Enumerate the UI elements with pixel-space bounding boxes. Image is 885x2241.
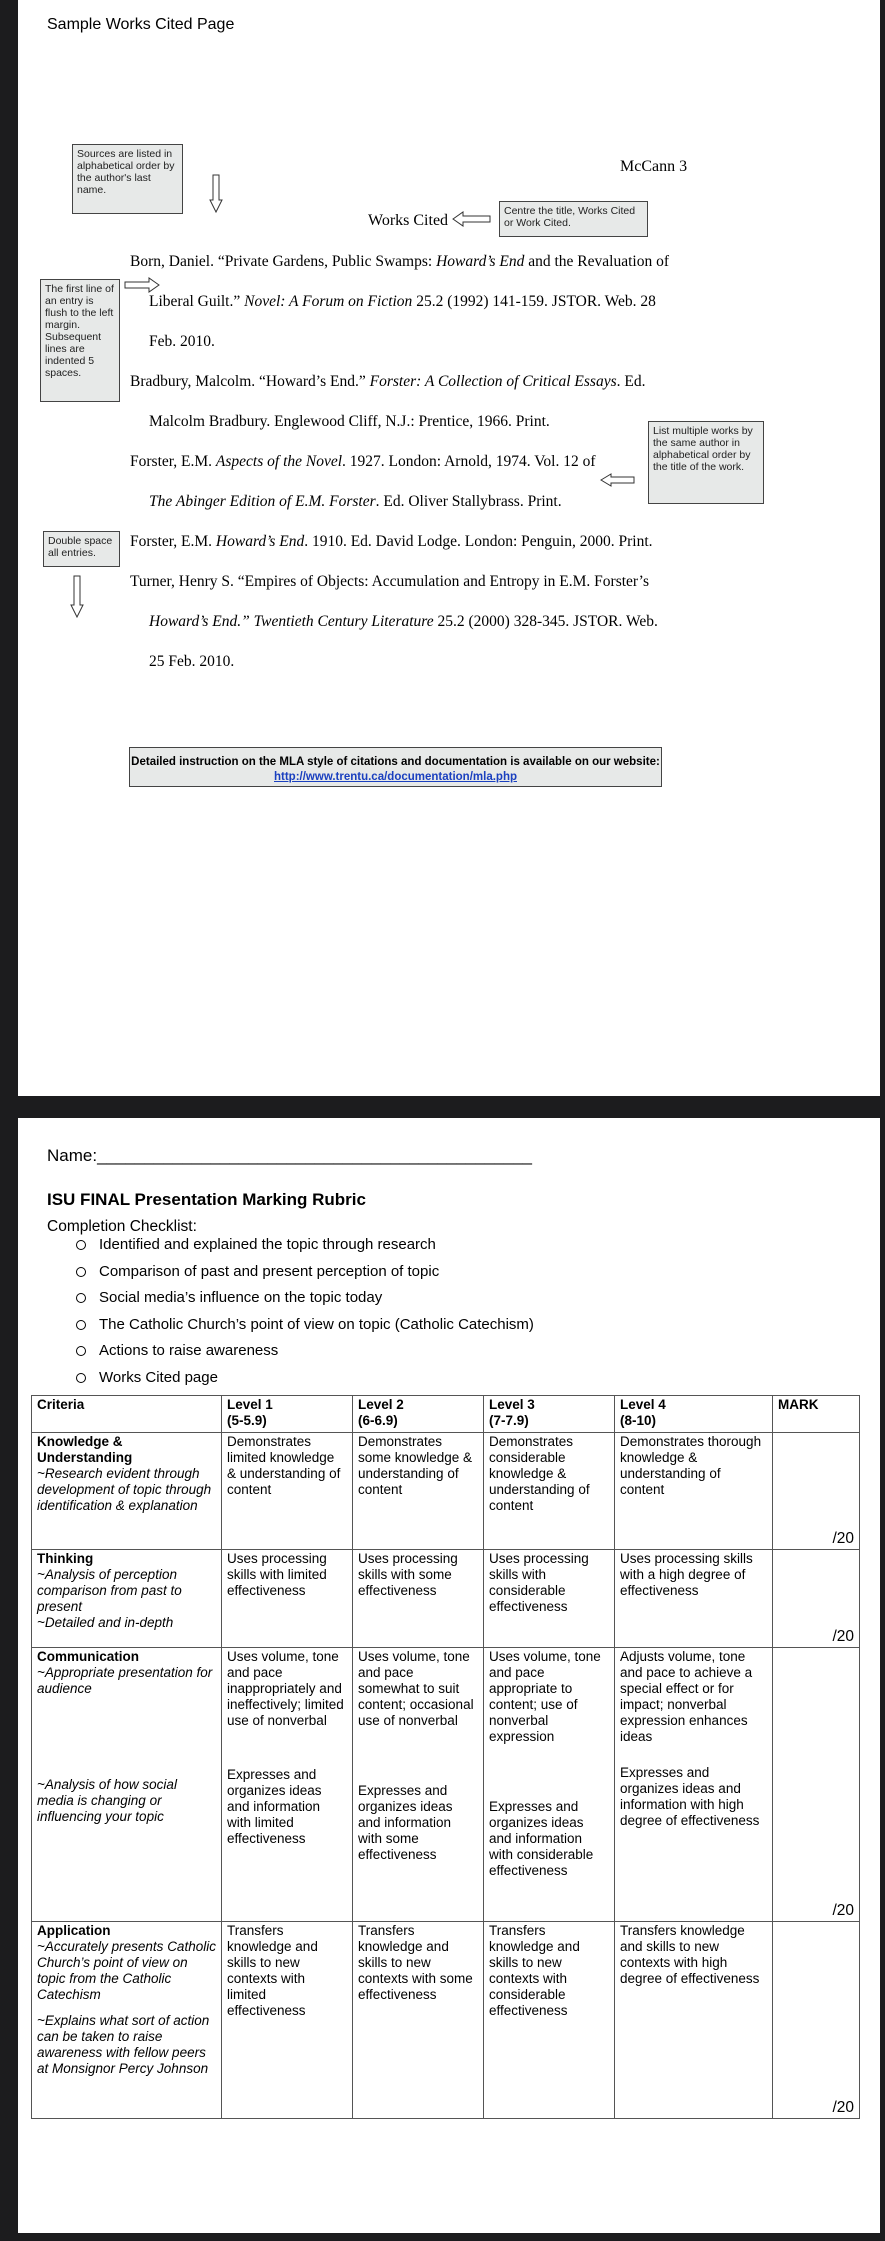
table-row [32, 1433, 860, 1550]
level-1-cell: Uses volume, tone and pace inappropriately and ineffectively; limited use of nonverbal Expresses and organizes ideas and information with limited effectiveness [222, 1648, 353, 1922]
note-double-space: Double space all entries. [43, 531, 120, 567]
down-arrow-icon [70, 575, 84, 619]
level-1-cell: Transfers knowledge and skills to new contexts with limited effectiveness [222, 1922, 353, 2119]
level-3-cell: Transfers knowledge and skills to new contexts with considerable effectiveness [484, 1922, 615, 2119]
mark-cell[interactable]: /20 [773, 1922, 860, 2119]
checklist-item: Identified and explained the topic through research [76, 1236, 534, 1263]
citation-line: Howard’s End.” Twentieth Century Literature 25.2 (2000) 328-345. JSTOR. Web. [149, 613, 658, 630]
checklist-title: Completion Checklist: [47, 1218, 197, 1235]
citation-line: Born, Daniel. “Private Gardens, Public Swamps: Howard’s End and the Revaluation of [130, 253, 669, 270]
criteria-cell: Communication ~Appropriate presentation for audience ~Analysis of how social media is changing or influencing your topic [32, 1648, 222, 1922]
level-3-cell: Uses processing skills with considerable effectiveness [484, 1550, 615, 1648]
criteria-cell: Knowledge & Understanding ~Research evident through development of topic through identification & explanation [32, 1433, 222, 1550]
level-2-cell: Transfers knowledge and skills to new contexts with some effectiveness [353, 1922, 484, 2119]
mla-instruction-box [129, 747, 662, 787]
left-arrow-icon [452, 210, 492, 230]
level-4-cell: Uses processing skills with a high degree of effectiveness [615, 1550, 773, 1648]
works-cited-sample-page [18, 0, 880, 1096]
table-header-row [32, 1396, 860, 1433]
level-4-header: Level 4 (8-10) [615, 1396, 773, 1433]
citation-line: 25 Feb. 2010. [149, 653, 235, 670]
table-row [32, 1922, 860, 2119]
criteria-cell: Application ~Accurately presents Catholic Church’s point of view on topic from the Catholic Catechism ~Explains what sort of action can be taken to raise awareness with fellow peers at Monsignor Percy Johnson [32, 1922, 222, 2119]
checkbox-circle-icon[interactable] [76, 1373, 86, 1383]
citation-line: Turner, Henry S. “Empires of Objects: Accumulation and Entropy in E.M. Forster’s [130, 573, 649, 590]
citation-line: Bradbury, Malcolm. “Howard’s End.” Forster: A Collection of Critical Essays. Ed. [130, 373, 646, 390]
citation-line: The Abinger Edition of E.M. Forster. Ed. Oliver Stallybrass. Print. [149, 493, 562, 510]
checkbox-circle-icon[interactable] [76, 1346, 86, 1356]
checklist-item: Actions to raise awareness [76, 1342, 534, 1369]
level-4-cell: Demonstrates thorough knowledge & understanding of content [615, 1433, 773, 1550]
instruction-text: Detailed instruction on the MLA style of citations and documentation is available on our website: [131, 756, 660, 768]
mark-cell[interactable]: /20 [773, 1550, 860, 1648]
rubric-title: ISU FINAL Presentation Marking Rubric [47, 1190, 366, 1209]
citation-line: Malcolm Bradbury. Englewood Cliff, N.J.: Prentice, 1966. Print. [149, 413, 550, 430]
note-alphabetical: Sources are listed in alphabetical order by the author's last name. [72, 144, 183, 214]
works-cited-heading: Works Cited [368, 212, 449, 229]
table-row [32, 1648, 860, 1922]
down-arrow-icon [209, 174, 223, 214]
level-2-header: Level 2 (6-6.9) [353, 1396, 484, 1433]
left-arrow-icon [600, 472, 636, 490]
checklist-item: The Catholic Church’s point of view on topic (Catholic Catechism) [76, 1316, 534, 1343]
mla-link[interactable]: http://www.trentu.ca/documentation/mla.php [274, 771, 517, 783]
citation-line: Feb. 2010. [149, 333, 215, 350]
table-row [32, 1550, 860, 1648]
level-2-cell: Uses processing skills with some effectiveness [353, 1550, 484, 1648]
checklist-item: Social media’s influence on the topic today [76, 1289, 534, 1316]
criteria-header: Criteria [32, 1396, 222, 1433]
completion-checklist [76, 1236, 534, 1395]
checklist-item: Works Cited page [76, 1369, 534, 1396]
note-first-line: The first line of an entry is flush to the left margin. Subsequent lines are indented 5 spaces. [40, 279, 120, 402]
mark-header: MARK [773, 1396, 860, 1433]
marking-rubric-page [18, 1118, 880, 2233]
mark-cell[interactable]: /20 [773, 1648, 860, 1922]
level-4-cell: Adjusts volume, tone and pace to achieve a special effect or for impact; nonverbal expression enhances ideas Expresses and organizes ideas and information with high degree of effectiveness [615, 1648, 773, 1922]
checkbox-circle-icon[interactable] [76, 1240, 86, 1250]
level-1-header: Level 1 (5-5.9) [222, 1396, 353, 1433]
level-3-header: Level 3 (7-7.9) [484, 1396, 615, 1433]
level-3-cell: Demonstrates considerable knowledge & understanding of content [484, 1433, 615, 1550]
level-1-cell: Uses processing skills with limited effectiveness [222, 1550, 353, 1648]
page-title: Sample Works Cited Page [47, 16, 235, 33]
note-multiple-works: List multiple works by the same author in alphabetical order by the title of the work. [648, 421, 764, 504]
mark-cell[interactable]: /20 [773, 1433, 860, 1550]
citation-line: Liberal Guilt.” Novel: A Forum on Fiction 25.2 (1992) 141-159. JSTOR. Web. 28 [149, 293, 656, 310]
level-4-cell: Transfers knowledge and skills to new contexts with high degree of effectiveness [615, 1922, 773, 2119]
checkbox-circle-icon[interactable] [76, 1267, 86, 1277]
running-head: McCann 3 [620, 158, 688, 175]
note-centre-title: Centre the title, Works Cited or Work Cited. [499, 201, 648, 237]
checklist-item: Comparison of past and present perception of topic [76, 1263, 534, 1290]
checkbox-circle-icon[interactable] [76, 1293, 86, 1303]
citation-line: Forster, E.M. Aspects of the Novel. 1927. London: Arnold, 1974. Vol. 12 of [130, 453, 596, 470]
name-field-label: Name:______________________________________________ [47, 1146, 532, 1165]
citation-line: Forster, E.M. Howard’s End. 1910. Ed. David Lodge. London: Penguin, 2000. Print. [130, 533, 653, 550]
level-1-cell: Demonstrates limited knowledge & understanding of content [222, 1433, 353, 1550]
level-3-cell: Uses volume, tone and pace appropriate to content; use of nonverbal expression Expresses and organizes ideas and information with considerable effectiveness [484, 1648, 615, 1922]
rubric-table [31, 1395, 860, 2119]
criteria-cell: Thinking ~Analysis of perception comparison from past to present ~Detailed and in-depth [32, 1550, 222, 1648]
checkbox-circle-icon[interactable] [76, 1320, 86, 1330]
level-2-cell: Demonstrates some knowledge & understanding of content [353, 1433, 484, 1550]
level-2-cell: Uses volume, tone and pace somewhat to suit content; occasional use of nonverbal Expresses and organizes ideas and information with some effectiveness [353, 1648, 484, 1922]
